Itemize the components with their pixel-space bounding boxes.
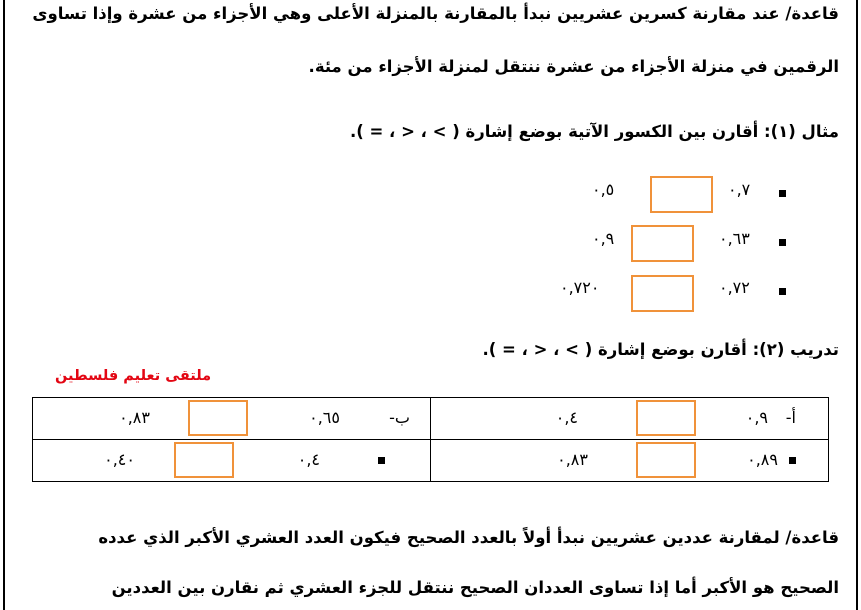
comparison-sign-box[interactable]: [631, 275, 694, 312]
cell-first-value: ٠,٩: [745, 408, 768, 427]
example1-left-value: ٠,٧٢: [719, 278, 750, 297]
comparison-sign-box[interactable]: [650, 176, 713, 213]
exercise2-heading: تدريب (٢): أقارن بوضع إشارة ( > ، < ، = ).: [482, 340, 839, 359]
bullet-icon: [789, 457, 796, 464]
cell-second-value: ٠,٨٣: [557, 450, 588, 469]
comparison-sign-box[interactable]: [636, 442, 696, 478]
comparison-sign-box[interactable]: [631, 225, 694, 262]
rule1-line1: قاعدة/ عند مقارنة كسرين عشريين نبدأ بالمقارنة بالمنزلة الأعلى وهي الأجزاء من عشرة وإذا تساوى: [32, 4, 839, 23]
example1-right-value: ٠,٥: [592, 180, 615, 199]
comparison-sign-box[interactable]: [188, 400, 248, 436]
page-border-left: [3, 0, 5, 610]
bullet-icon: [779, 288, 786, 295]
comparison-sign-box[interactable]: [636, 400, 696, 436]
cell-label: أ-: [785, 408, 796, 427]
page-border-right: [856, 0, 858, 610]
cell-second-value: ٠,٤: [555, 408, 578, 427]
bullet-icon: [779, 239, 786, 246]
cell-label: ب-: [389, 408, 410, 427]
exercise-cell-a: [431, 398, 829, 440]
exercise-cell-b: [33, 398, 431, 440]
cell-second-value: ٠,٨٣: [119, 408, 150, 427]
rule1-line2: الرقمين في منزلة الأجزاء من عشرة ننتقل لمنزلة الأجزاء من مئة.: [308, 57, 839, 76]
exercise-cell-c: [431, 440, 829, 482]
exercise2-table: [32, 397, 829, 482]
watermark-text: ملتقى تعليم فلسطين: [55, 368, 212, 384]
cell-first-value: ٠,٨٩: [747, 450, 778, 469]
example1-left-value: ٠,٦٣: [719, 229, 750, 248]
rule2-line1: قاعدة/ لمقارنة عددين عشريين نبدأ أولاً بالعدد الصحيح فيكون العدد العشري الأكبر الذي عدده: [98, 528, 839, 547]
bullet-icon: [779, 190, 786, 197]
rule2-line2: الصحيح هو الأكبر أما إذا تساوى العددان الصحيح ننتقل للجزء العشري ثم نقارن بين العددين: [111, 578, 839, 597]
example1-right-value: ٠,٩: [592, 229, 615, 248]
example1-right-value: ٠,٧٢٠: [560, 278, 600, 297]
bullet-icon: [378, 457, 385, 464]
example1-heading: مثال (١): أقارن بين الكسور الآتية بوضع إشارة ( > ، < ، = ).: [349, 122, 839, 141]
cell-first-value: ٠,٦٥: [309, 408, 340, 427]
cell-second-value: ٠,٤٠: [104, 450, 135, 469]
exercise-cell-d: [33, 440, 431, 482]
cell-first-value: ٠,٤: [297, 450, 320, 469]
example1-left-value: ٠,٧: [728, 180, 751, 199]
comparison-sign-box[interactable]: [174, 442, 234, 478]
